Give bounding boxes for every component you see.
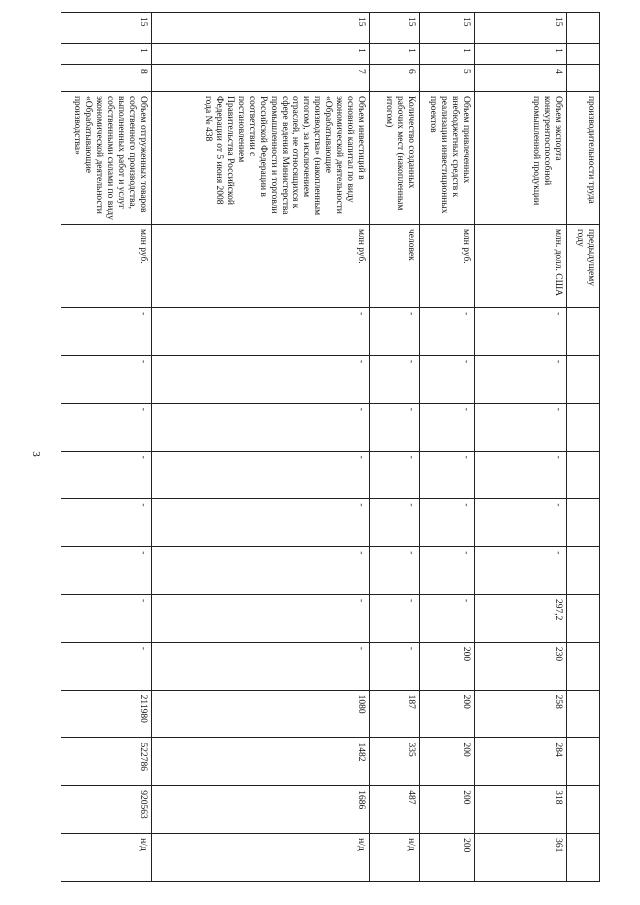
row-cell-value: - bbox=[420, 595, 475, 643]
row-cell-value: н/д bbox=[370, 834, 420, 882]
row-cell-value: - bbox=[152, 308, 370, 356]
row-cell-value: - bbox=[475, 308, 567, 356]
row-cell-value: - bbox=[152, 547, 370, 595]
row-cell-code2: 1 bbox=[475, 44, 567, 65]
row-cell-code2: 1 bbox=[61, 44, 152, 65]
row-cell-value: 200 bbox=[420, 834, 475, 882]
row-cell-unit: млн руб. bbox=[61, 225, 152, 308]
row-cell-indicator: Объем экспорта конкурентоспособной промышленной продукции bbox=[475, 91, 567, 224]
row-cell-value: - bbox=[420, 547, 475, 595]
row-cell-value: - bbox=[61, 308, 152, 356]
row-cell-value: - bbox=[61, 403, 152, 451]
row-cell-value: - bbox=[152, 499, 370, 547]
row-cell-number: 8 bbox=[61, 64, 152, 91]
table-header-row bbox=[567, 13, 600, 882]
header-year bbox=[567, 403, 600, 451]
row-cell-value: 200 bbox=[420, 690, 475, 738]
row-cell-value: - bbox=[370, 403, 420, 451]
row-cell-code1: 15 bbox=[370, 13, 420, 44]
row-cell-value: - bbox=[370, 355, 420, 403]
row-cell-value: 487 bbox=[370, 786, 420, 834]
document-table-container bbox=[61, 12, 600, 882]
row-cell-value: н/д bbox=[152, 834, 370, 882]
row-cell-value: - bbox=[152, 355, 370, 403]
row-cell-unit: человек bbox=[370, 225, 420, 308]
header-year bbox=[567, 738, 600, 786]
header-indicator: производительности труда bbox=[567, 91, 600, 224]
row-cell-value: - bbox=[152, 595, 370, 643]
row-cell-unit: млн. долл. США bbox=[475, 225, 567, 308]
row-cell-value: 230 bbox=[475, 642, 567, 690]
row-cell-indicator: Объем инвестиций в основной капитал по виду экономической деятельности «Обрабатывающие производства» (накопленным итогом), за исключением отраслей, не относящихся к сфере ведения Министерства промышленности и торговли Российской Федерации в соответствии с постановлением Правительства Российской Федерации от 5 июня 2008 года № 438 bbox=[152, 91, 370, 224]
row-cell-value: - bbox=[475, 451, 567, 499]
row-cell-value: 187 bbox=[370, 690, 420, 738]
row-cell-value: - bbox=[370, 642, 420, 690]
row-cell-value: 200 bbox=[420, 642, 475, 690]
row-cell-value: - bbox=[420, 403, 475, 451]
row-cell-value: - bbox=[370, 308, 420, 356]
row-cell-code2: 1 bbox=[370, 44, 420, 65]
row-cell-value: - bbox=[475, 547, 567, 595]
row-cell-indicator: Объем отгруженных товаров собственного производства, выполненных работ и услуг собственными силами по виду экономической деятельности «Обрабатывающие производства» bbox=[61, 91, 152, 224]
header-year bbox=[567, 499, 600, 547]
row-cell-code1: 15 bbox=[475, 13, 567, 44]
row-cell-value: - bbox=[152, 642, 370, 690]
row-cell-value: 1686 bbox=[152, 786, 370, 834]
header-cell bbox=[567, 64, 600, 91]
row-cell-unit: млн руб. bbox=[152, 225, 370, 308]
row-cell-value: - bbox=[370, 547, 420, 595]
row-cell-code1: 15 bbox=[61, 13, 152, 44]
header-year bbox=[567, 451, 600, 499]
header-year bbox=[567, 786, 600, 834]
row-cell-value: 200 bbox=[420, 738, 475, 786]
row-cell-number: 7 bbox=[152, 64, 370, 91]
row-cell-value: 318 bbox=[475, 786, 567, 834]
row-cell-value: - bbox=[152, 451, 370, 499]
row-cell-value: - bbox=[61, 451, 152, 499]
row-cell-value: - bbox=[475, 403, 567, 451]
row-cell-value: - bbox=[61, 355, 152, 403]
header-year bbox=[567, 355, 600, 403]
table-row bbox=[61, 13, 152, 882]
row-cell-indicator: Количество созданных рабочих мест (накопленным итогом) bbox=[370, 91, 420, 224]
row-cell-value: - bbox=[475, 499, 567, 547]
row-cell-number: 4 bbox=[475, 64, 567, 91]
table-row bbox=[475, 13, 567, 882]
header-cell bbox=[567, 44, 600, 65]
row-cell-indicator: Объем привлеченных внебюджетных средств к реализации инвестиционных проектов bbox=[420, 91, 475, 224]
row-cell-value: 284 bbox=[475, 738, 567, 786]
row-cell-code1: 15 bbox=[152, 13, 370, 44]
row-cell-code1: 15 bbox=[420, 13, 475, 44]
row-cell-value: 1080 bbox=[152, 690, 370, 738]
row-cell-number: 5 bbox=[420, 64, 475, 91]
row-cell-value: 920563 bbox=[61, 786, 152, 834]
table-row bbox=[152, 13, 370, 882]
row-cell-value: - bbox=[61, 499, 152, 547]
row-cell-value: - bbox=[420, 451, 475, 499]
row-cell-value: 211980 bbox=[61, 690, 152, 738]
row-cell-value: - bbox=[420, 499, 475, 547]
row-cell-value: н/д bbox=[61, 834, 152, 882]
row-cell-value: - bbox=[61, 642, 152, 690]
row-cell-value: 200 bbox=[420, 786, 475, 834]
row-cell-value: - bbox=[152, 403, 370, 451]
header-year bbox=[567, 308, 600, 356]
header-year bbox=[567, 595, 600, 643]
row-cell-code2: 1 bbox=[420, 44, 475, 65]
row-cell-unit: млн руб. bbox=[420, 225, 475, 308]
row-cell-value: - bbox=[370, 595, 420, 643]
header-year bbox=[567, 642, 600, 690]
row-cell-value: - bbox=[370, 451, 420, 499]
row-cell-number: 6 bbox=[370, 64, 420, 91]
table-row bbox=[370, 13, 420, 882]
header-year bbox=[567, 547, 600, 595]
indicators-table bbox=[61, 12, 600, 882]
header-cell bbox=[567, 13, 600, 44]
row-cell-value: - bbox=[475, 355, 567, 403]
row-cell-value: - bbox=[61, 547, 152, 595]
table-row bbox=[420, 13, 475, 882]
header-unit: предыдущему году bbox=[567, 225, 600, 308]
row-cell-value: 297,2 bbox=[475, 595, 567, 643]
row-cell-value: 258 bbox=[475, 690, 567, 738]
header-year bbox=[567, 690, 600, 738]
row-cell-value: - bbox=[420, 355, 475, 403]
row-cell-code2: 1 bbox=[152, 44, 370, 65]
row-cell-value: 361 bbox=[475, 834, 567, 882]
row-cell-value: 1482 bbox=[152, 738, 370, 786]
row-cell-value: 335 bbox=[370, 738, 420, 786]
row-cell-value: - bbox=[420, 308, 475, 356]
row-cell-value: 522786 bbox=[61, 738, 152, 786]
row-cell-value: - bbox=[370, 499, 420, 547]
header-year bbox=[567, 834, 600, 882]
page-number: 3 bbox=[29, 451, 42, 457]
row-cell-value: - bbox=[61, 595, 152, 643]
